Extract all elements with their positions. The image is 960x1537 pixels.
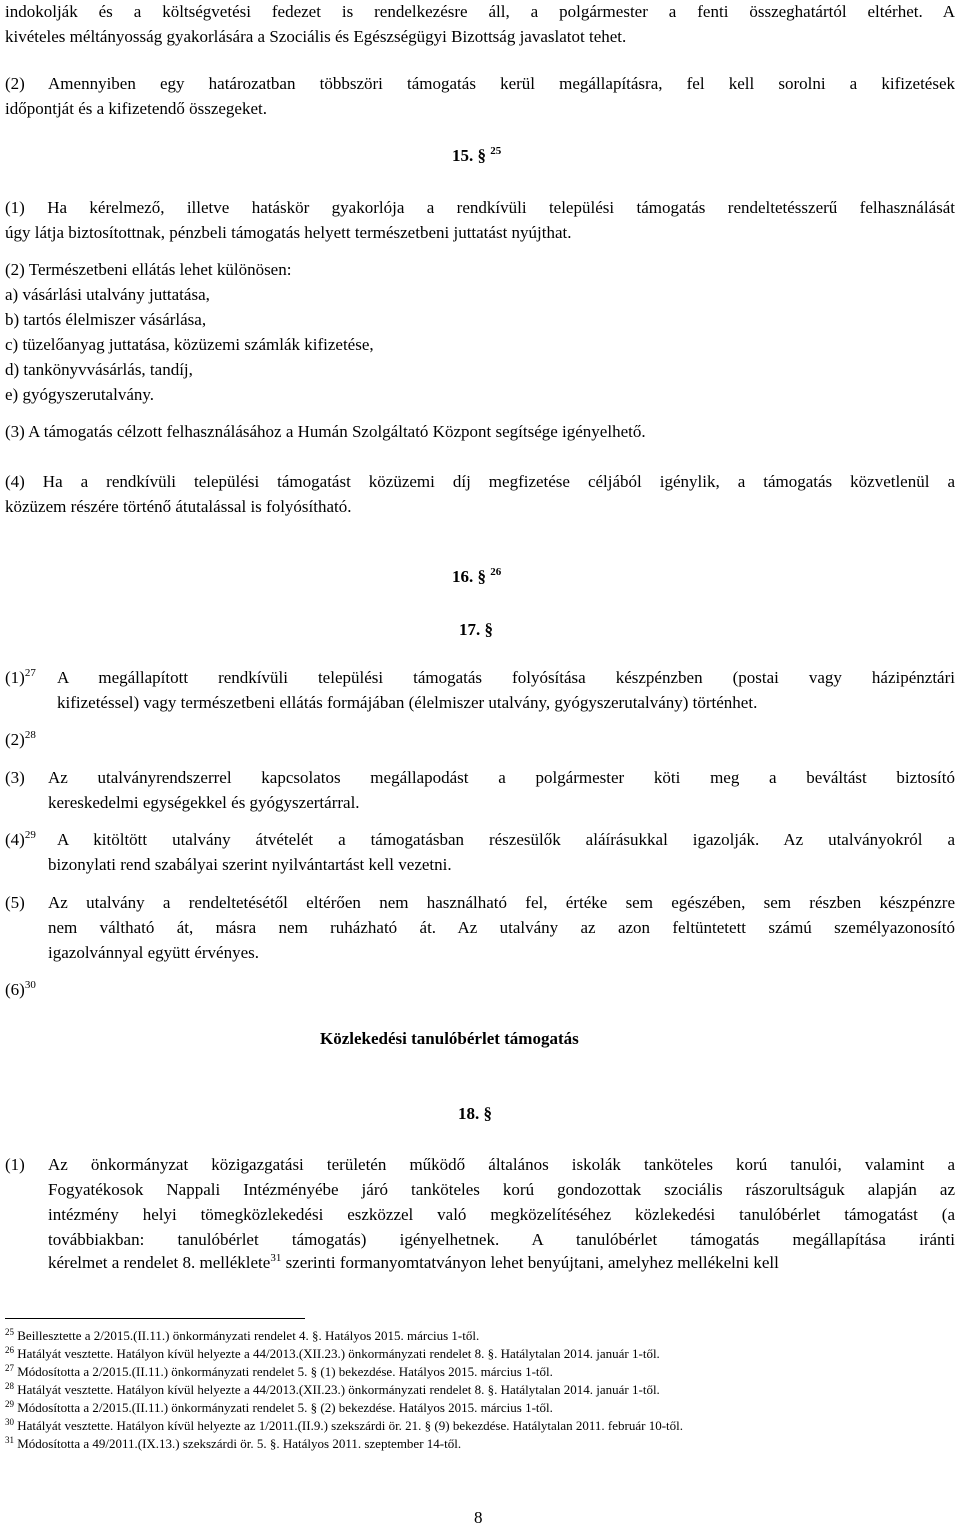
footnote: $^{26}$ Hatályát vesztette. Hatályon kívül helyezte a 44/2013.(XII.23.) önkormányzati rendelet 8. §. Hatálytalan 2014. január 1-től. [5, 1345, 660, 1361]
paragraph-line: bizonylati rend szabályai szerint nyilvántartást kell vezetni. [48, 855, 452, 874]
section-heading-16: 16. § $^{26}$ [452, 566, 502, 586]
footnote-ref[interactable]: 29 [24, 829, 36, 841]
footnote-ref[interactable]: 25 [490, 145, 502, 157]
footnote: $^{29}$ Módosította a 2/2015.(II.11.) önkormányzati rendelet 5. § (2) bekezdése. Hatályos 2015. március 1-től. [5, 1399, 553, 1415]
list-item: d) tankönyvvásárlás, tandíj, [5, 360, 193, 379]
section-heading-17: 17. § [459, 620, 493, 639]
paragraph-line: Az önkormányzat közigazgatási területén működő általános iskolák tanköteles korú tanulói, valamint a [48, 1155, 955, 1174]
paragraph-line: Fogyatékosok Nappali Intézményébe járó tanköteles korú gondozottak szociális rászorultságuk alapján az [48, 1180, 955, 1199]
paragraph-number: (1) [5, 1155, 25, 1174]
paragraph-line: kereskedelmi egységekkel és gyógyszertárral. [48, 793, 360, 812]
paragraph-line: (2) Természetbeni ellátás lehet különösen: [5, 260, 292, 279]
paragraph-line: indokolják és a költségvetési fedezet is rendelkezésre áll, a polgármester a fenti összeghatártól eltérhet. A [5, 2, 955, 21]
paragraph-line: (1) Ha kérelmező, illetve hatáskör gyakorlója a rendkívüli települési támogatás rendeltetésszerű felhasználását [5, 198, 955, 217]
paragraph-number: (5) [5, 893, 25, 912]
paragraph-line: kifizetéssel) vagy természetbeni ellátás formájában (élelmiszer utalvány, gyógyszerutalvány) történhet. [57, 693, 758, 712]
section-heading-15: 15. § $^{25}$ [452, 145, 502, 165]
paragraph-line: kérelmet a rendelet 8. melléklete$^{31}$ szerinti formanyomtatványon lehet benyújtani, amelyhez mellékelni kell [48, 1252, 779, 1272]
footnote-ref[interactable]: 31 [270, 1252, 282, 1264]
paragraph-line: kivételes méltányosság gyakorlására a Szociális és Egészségügyi Bizottság javaslatot tehet. [5, 27, 627, 46]
list-item: e) gyógyszerutalvány. [5, 385, 155, 404]
section-title: Közlekedési tanulóbérlet támogatás [320, 1029, 579, 1048]
paragraph-line: Az utalványrendszerrel kapcsolatos megállapodást a polgármester köti meg a beváltást biztosító [48, 768, 955, 787]
list-item: c) tüzelőanyag juttatása, közüzemi számlák kifizetése, [5, 335, 374, 354]
list-item: b) tartós élelmiszer vásárlása, [5, 310, 207, 329]
footnote-ref[interactable]: 28 [24, 729, 36, 741]
paragraph-line: A kitöltött utalvány átvételét a támogatásban részesülők aláírásukkal igazolják. Az utalványokról a [57, 830, 955, 849]
paragraph-number: (3) [5, 768, 25, 787]
paragraph-line: közüzem részére történő átutalással is folyósítható. [5, 497, 352, 516]
paragraph-number: $(2)^{28}$ [5, 729, 36, 749]
paragraph-line: nem váltható át, másra nem ruházható át. Az utalvány az azon feltüntetett számú személyazonosító [48, 918, 955, 937]
paragraph-line: Az utalvány a rendeltetésétől eltérően nem használható fel, értéke sem egészében, sem részben készpénzre [48, 893, 955, 912]
footnote: $^{27}$ Módosította a 2/2015.(II.11.) önkormányzati rendelet 5. § (1) bekezdése. Hatályos 2015. március 1-től. [5, 1363, 553, 1379]
footnote: $^{28}$ Hatályát vesztette. Hatályon kívül helyezte a 44/2013.(XII.23.) önkormányzati rendelet 8. §. Hatálytalan 2014. január 1-től. [5, 1381, 660, 1397]
footnote-ref[interactable]: 30 [24, 979, 36, 991]
footnote-ref[interactable]: 26 [490, 566, 502, 578]
paragraph-number: $(4)^{29}$ [5, 829, 36, 849]
paragraph-line: időpontját és a kifizetendő összegeket. [5, 99, 267, 118]
footnote-separator [5, 1318, 305, 1319]
page-number: 8 [474, 1508, 483, 1527]
paragraph-line: továbbiakban: tanulóbérlet támogatás) igényelhetnek. A tanulóbérlet támogatás megállapítása iránti [48, 1230, 955, 1249]
list-item: a) vásárlási utalvány juttatása, [5, 285, 210, 304]
paragraph-number: $(6)^{30}$ [5, 979, 36, 999]
footnote: $^{31}$ Módosította a 49/2011.(IX.13.) szekszárdi ör. 5. §. Hatályos 2011. szeptember 14-től. [5, 1435, 462, 1451]
paragraph-number: $(1)^{27}$ [5, 667, 36, 687]
paragraph-line: (4) Ha a rendkívüli települési támogatást közüzemi díj megfizetése céljából igénylik, a támogatás közvetlenül a [5, 472, 955, 491]
footnote: $^{25}$ Beillesztette a 2/2015.(II.11.) önkormányzati rendelet 4. §. Hatályos 2015. március 1-től. [5, 1327, 480, 1343]
footnote-ref[interactable]: 27 [24, 667, 36, 679]
paragraph-line: úgy látja biztosítottnak, pénzbeli támogatás helyett természetbeni juttatást nyújthat. [5, 223, 572, 242]
paragraph-line: (3) A támogatás célzott felhasználásához a Humán Szolgáltató Központ segítsége igényelhető. [5, 422, 646, 441]
section-heading-18: 18. § [458, 1104, 492, 1123]
paragraph-line: intézmény helyi tömegközlekedési eszközzel való megközelítéséhez közlekedési tanulóbérlet támogatást (a [48, 1205, 955, 1224]
footnote: $^{30}$ Hatályát vesztette. Hatályon kívül helyezte az 1/2011.(II.9.) szekszárdi ör. 21. § (9) bekezdése. Hatálytalan 2011. február 10-től. [5, 1417, 684, 1433]
paragraph-line: (2) Amennyiben egy határozatban többszöri támogatás kerül megállapításra, fel kell sorolni a kifizetések [5, 74, 955, 93]
paragraph-line: igazolvánnyal együtt érvényes. [48, 943, 260, 962]
paragraph-line: A megállapított rendkívüli települési támogatás folyósítása készpénzben (postai vagy házipénztári [57, 668, 955, 687]
